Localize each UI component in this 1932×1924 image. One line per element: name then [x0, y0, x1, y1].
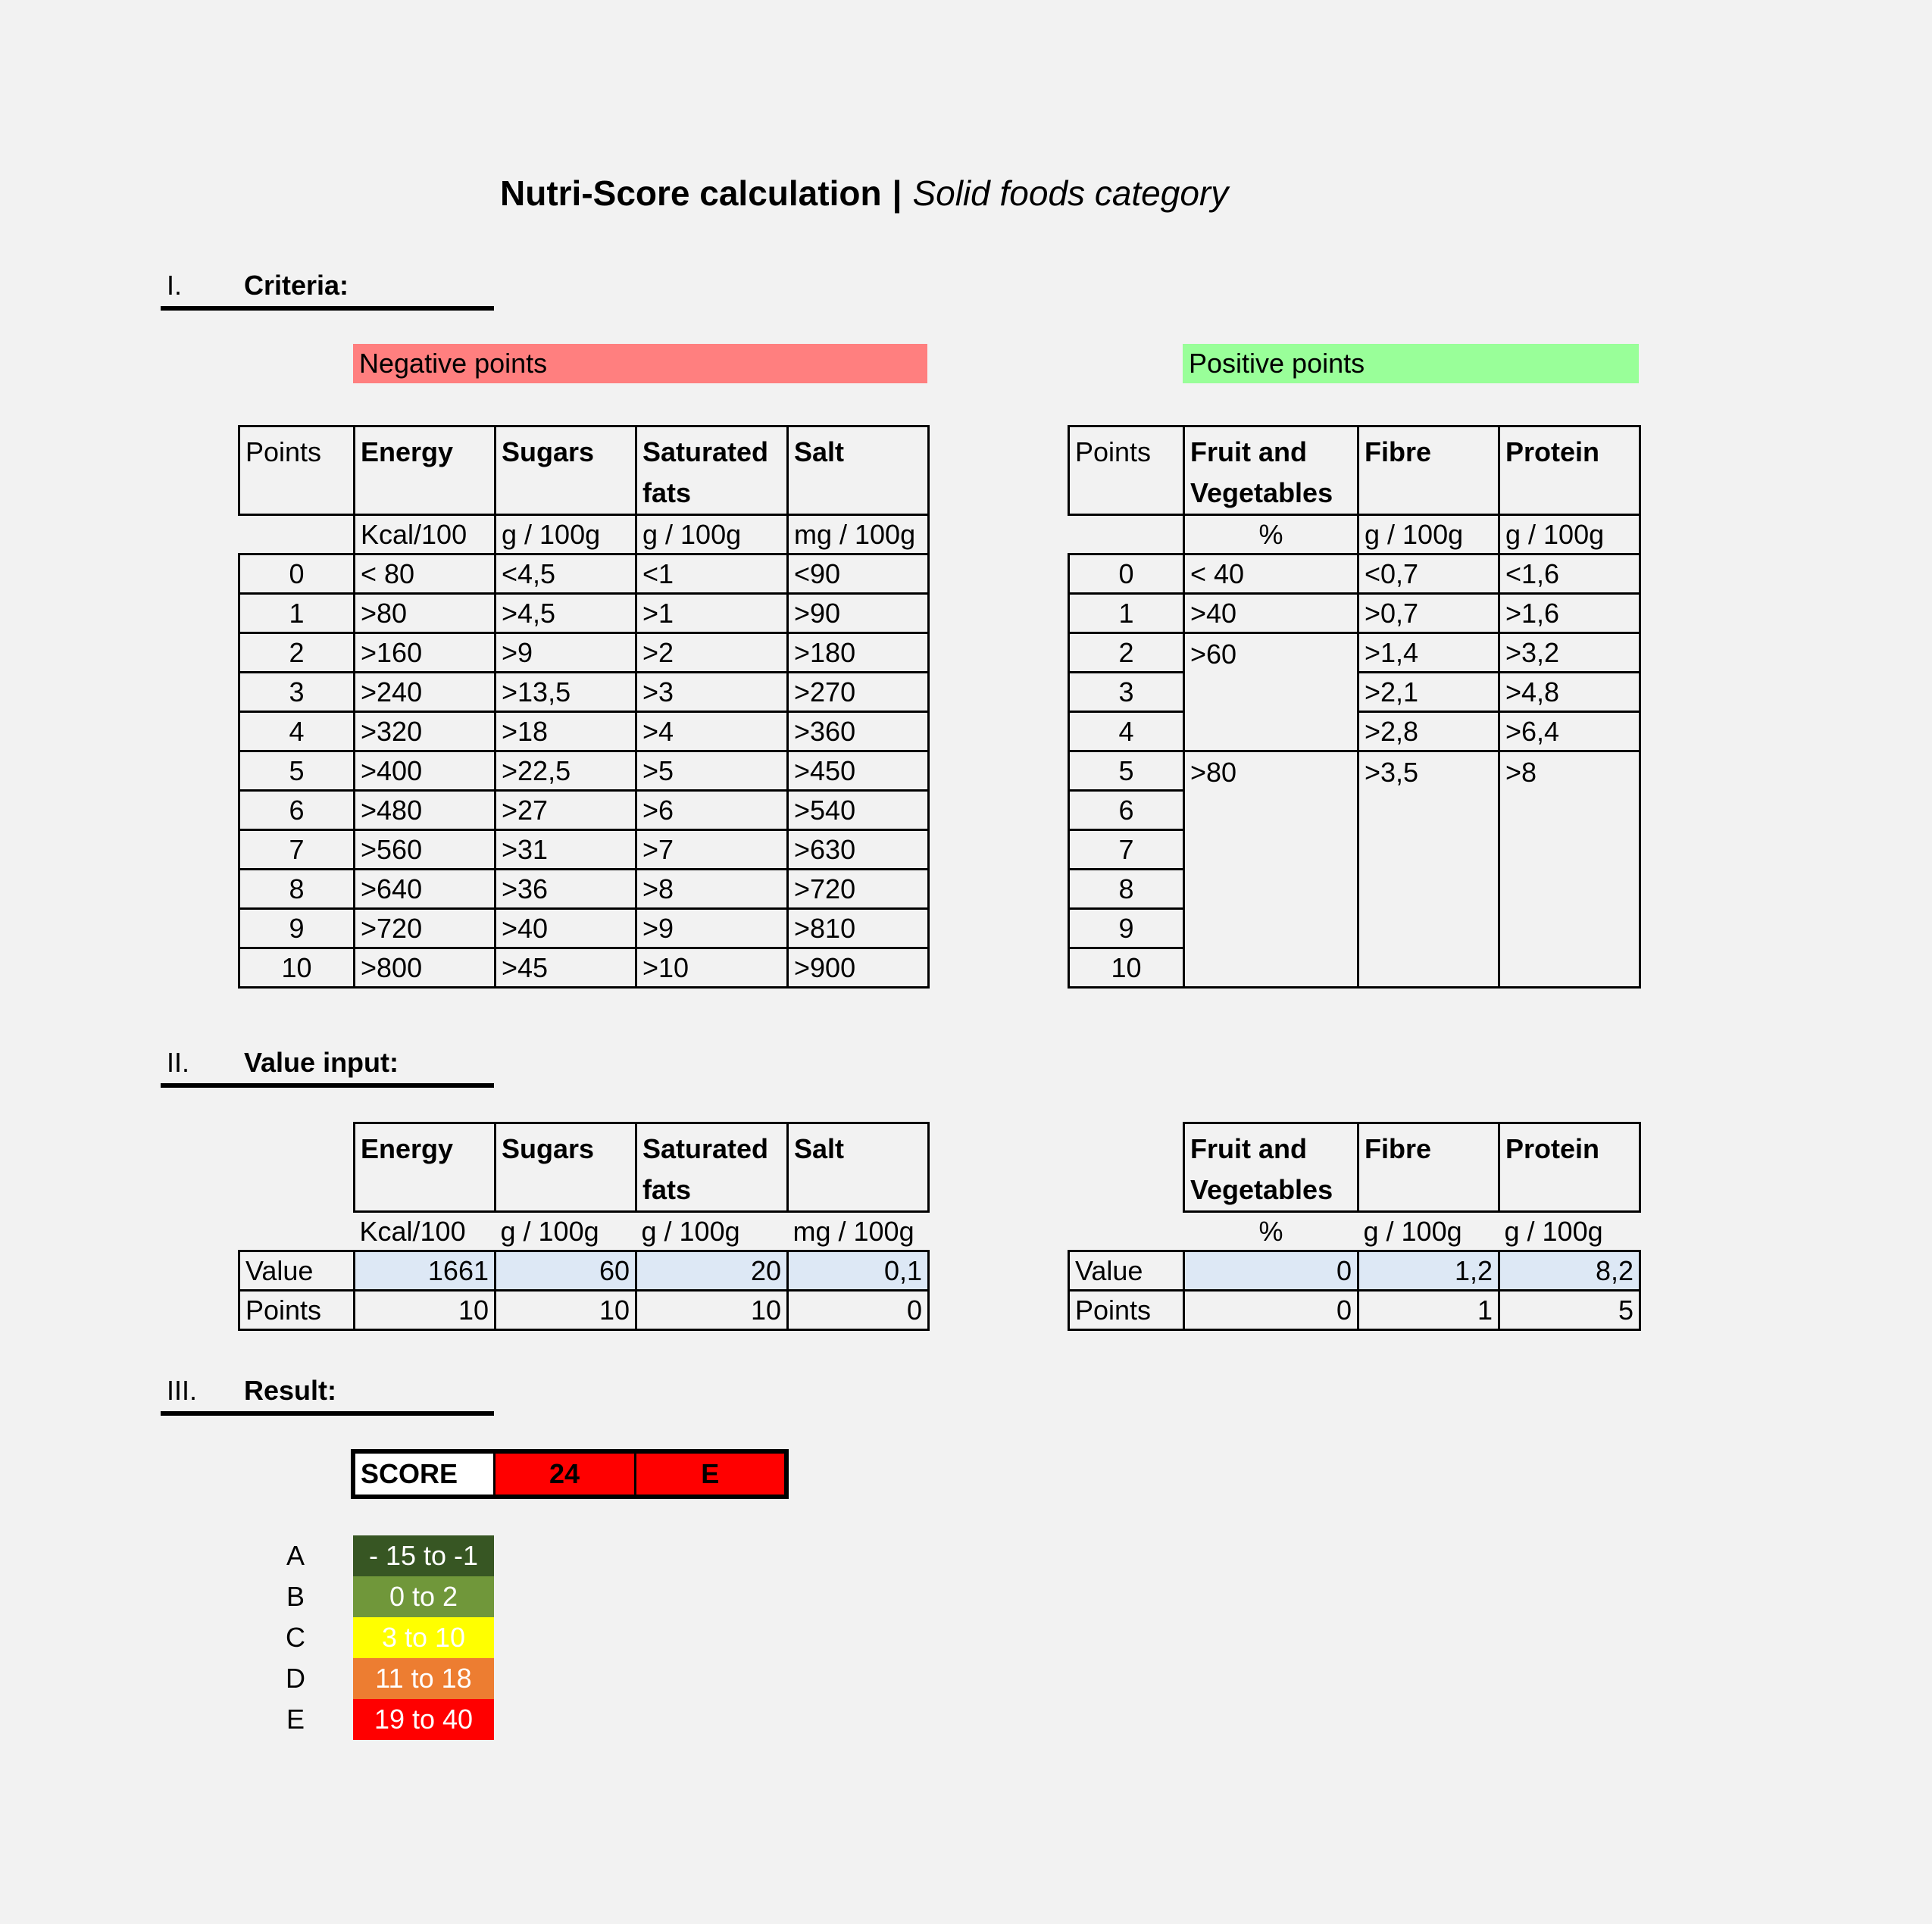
points-cell: 8: [239, 870, 355, 909]
empty-cell: [239, 1212, 355, 1251]
salt-cell: >540: [788, 791, 929, 830]
negative-input-table: [238, 1122, 930, 1331]
energy-cell: >400: [355, 751, 496, 791]
sugars-cell: >27: [496, 791, 636, 830]
energy-cell: >560: [355, 830, 496, 870]
points-cell: 0: [239, 554, 355, 594]
section-label: Criteria:: [244, 270, 349, 301]
fruit-cell: >80: [1184, 751, 1358, 988]
header-sugars: Sugars: [496, 1123, 636, 1212]
sugars-cell: >18: [496, 712, 636, 751]
value-row-label: Value: [1069, 1251, 1184, 1291]
sugars-cell: >36: [496, 870, 636, 909]
points-cell: 1: [1069, 594, 1184, 633]
positive-points-banner: Positive points: [1183, 344, 1639, 383]
empty-cell: [1069, 1123, 1184, 1212]
empty-cell: [239, 1123, 355, 1212]
score-label: SCORE: [353, 1451, 494, 1497]
section-criteria: [161, 261, 494, 311]
salt-value-input[interactable]: 0,1: [788, 1251, 929, 1291]
points-cell: 4: [239, 712, 355, 751]
points-cell: 3: [239, 673, 355, 712]
header-fibre: Fibre: [1358, 1123, 1499, 1212]
header-energy: Energy: [355, 426, 496, 515]
saturated-fats-cell: >6: [636, 791, 788, 830]
salt-points: 0: [788, 1291, 929, 1330]
unit-sugars: g / 100g: [496, 515, 636, 554]
header-saturated-fats: Saturated fats: [636, 1123, 788, 1212]
fruit-cell: < 40: [1184, 554, 1358, 594]
saturated-fats-value-input[interactable]: 20: [636, 1251, 788, 1291]
table-row: [239, 830, 929, 870]
grade-range: - 15 to -1: [353, 1535, 494, 1576]
saturated-fats-cell: >1: [636, 594, 788, 633]
unit-salt: mg / 100g: [792, 1215, 914, 1247]
protein-cell: >6,4: [1499, 712, 1640, 751]
grade-letter: D: [286, 1663, 305, 1694]
fruit-vegetables-points: 0: [1184, 1291, 1358, 1330]
grade-range: 11 to 18: [353, 1658, 494, 1699]
saturated-fats-cell: >8: [636, 870, 788, 909]
section-number: II.: [167, 1047, 190, 1078]
fruit-cell: >60: [1184, 633, 1358, 751]
points-row-label: Points: [239, 1291, 355, 1330]
unit-salt: mg / 100g: [788, 515, 929, 554]
protein-cell: >8: [1499, 751, 1640, 988]
score-table: [351, 1449, 789, 1499]
points-cell: 10: [239, 948, 355, 988]
energy-cell: >240: [355, 673, 496, 712]
protein-cell: >4,8: [1499, 673, 1640, 712]
header-salt: Salt: [788, 426, 929, 515]
table-row: [239, 751, 929, 791]
value-row-label: Value: [239, 1251, 355, 1291]
negative-criteria-table: [238, 425, 930, 989]
salt-cell: >450: [788, 751, 929, 791]
score-value: 24: [494, 1451, 635, 1497]
protein-value-input[interactable]: 8,2: [1499, 1251, 1640, 1291]
fibre-cell: >2,1: [1358, 673, 1499, 712]
points-cell: 6: [1069, 791, 1184, 830]
page-title: [500, 173, 1228, 214]
unit-energy: Kcal/100: [355, 515, 496, 554]
salt-cell: >180: [788, 633, 929, 673]
sugars-cell: >45: [496, 948, 636, 988]
table-row: [239, 594, 929, 633]
sugars-cell: >9: [496, 633, 636, 673]
points-cell: 3: [1069, 673, 1184, 712]
protein-cell: >1,6: [1499, 594, 1640, 633]
energy-cell: >800: [355, 948, 496, 988]
header-sugars: Sugars: [496, 426, 636, 515]
unit-saturated-fats: g / 100g: [641, 1215, 740, 1247]
points-cell: 5: [1069, 751, 1184, 791]
points-cell: 7: [1069, 830, 1184, 870]
unit-fibre: g / 100g: [1363, 1215, 1462, 1247]
title-main: Nutri-Score calculation: [500, 173, 882, 213]
points-cell: 5: [239, 751, 355, 791]
empty-cell: [1069, 515, 1184, 554]
table-row: [239, 633, 929, 673]
sugars-cell: >40: [496, 909, 636, 948]
positive-input-table: [1068, 1122, 1641, 1331]
header-salt: Salt: [788, 1123, 929, 1212]
section-label: Value input:: [244, 1047, 399, 1078]
negative-rows: [239, 554, 929, 988]
salt-cell: >810: [788, 909, 929, 948]
sugars-points: 10: [496, 1291, 636, 1330]
points-row-label: Points: [1069, 1291, 1184, 1330]
table-row: [239, 948, 929, 988]
table-row: [239, 909, 929, 948]
saturated-fats-cell: >5: [636, 751, 788, 791]
points-cell: 4: [1069, 712, 1184, 751]
energy-cell: >720: [355, 909, 496, 948]
points-cell: 7: [239, 830, 355, 870]
grade-letter: A: [286, 1540, 305, 1571]
table-row: [239, 712, 929, 751]
saturated-fats-cell: >7: [636, 830, 788, 870]
protein-cell: <1,6: [1499, 554, 1640, 594]
grade-range: 0 to 2: [353, 1576, 494, 1617]
saturated-fats-points: 10: [636, 1291, 788, 1330]
grade-letter: E: [286, 1704, 305, 1735]
section-number: I.: [167, 270, 183, 301]
sugars-cell: >4,5: [496, 594, 636, 633]
title-separator: |: [892, 173, 902, 213]
table-row: [239, 554, 929, 594]
protein-cell: >3,2: [1499, 633, 1640, 673]
score-grade: E: [635, 1451, 786, 1497]
energy-value-input[interactable]: 1661: [355, 1251, 496, 1291]
points-cell: 2: [1069, 633, 1184, 673]
saturated-fats-cell: <1: [636, 554, 788, 594]
salt-cell: <90: [788, 554, 929, 594]
salt-cell: >270: [788, 673, 929, 712]
negative-points-banner: Negative points: [353, 344, 927, 383]
table-row: [239, 791, 929, 830]
unit-energy: Kcal/100: [359, 1215, 466, 1247]
energy-cell: >480: [355, 791, 496, 830]
empty-cell: [1069, 1212, 1184, 1251]
header-protein: Protein: [1499, 1123, 1640, 1212]
unit-protein: g / 100g: [1499, 515, 1640, 554]
fibre-cell: >0,7: [1358, 594, 1499, 633]
header-fibre: Fibre: [1358, 426, 1499, 515]
energy-cell: >160: [355, 633, 496, 673]
saturated-fats-cell: >10: [636, 948, 788, 988]
grade-range: 3 to 10: [353, 1617, 494, 1658]
fibre-value-input[interactable]: 1,2: [1358, 1251, 1499, 1291]
fibre-cell: <0,7: [1358, 554, 1499, 594]
empty-cell: [239, 515, 355, 554]
grade-letter: C: [286, 1622, 305, 1653]
header-points: Points: [239, 426, 355, 515]
points-cell: 1: [239, 594, 355, 633]
grade-letter: B: [286, 1581, 305, 1612]
header-energy: Energy: [355, 1123, 496, 1212]
saturated-fats-cell: >3: [636, 673, 788, 712]
energy-cell: >80: [355, 594, 496, 633]
unit-sugars: g / 100g: [500, 1215, 599, 1247]
grade-range: 19 to 40: [353, 1699, 494, 1740]
header-points: Points: [1069, 426, 1184, 515]
fruit-vegetables-value-input[interactable]: 0: [1184, 1251, 1358, 1291]
header-saturated-fats: Saturated fats: [636, 426, 788, 515]
energy-cell: >320: [355, 712, 496, 751]
saturated-fats-cell: >2: [636, 633, 788, 673]
sugars-cell: >13,5: [496, 673, 636, 712]
points-cell: 0: [1069, 554, 1184, 594]
table-row: [239, 870, 929, 909]
energy-cell: >640: [355, 870, 496, 909]
header-protein: Protein: [1499, 426, 1640, 515]
unit-fruit-vegetables: %: [1258, 1215, 1283, 1247]
fibre-cell: >2,8: [1358, 712, 1499, 751]
unit-saturated-fats: g / 100g: [636, 515, 788, 554]
energy-points: 10: [355, 1291, 496, 1330]
positive-criteria-table: [1068, 425, 1641, 989]
sugars-cell: >31: [496, 830, 636, 870]
unit-fibre: g / 100g: [1358, 515, 1499, 554]
points-cell: 9: [1069, 909, 1184, 948]
energy-cell: < 80: [355, 554, 496, 594]
salt-cell: >630: [788, 830, 929, 870]
salt-cell: >720: [788, 870, 929, 909]
fibre-points: 1: [1358, 1291, 1499, 1330]
points-cell: 9: [239, 909, 355, 948]
unit-protein: g / 100g: [1504, 1215, 1603, 1247]
saturated-fats-cell: >4: [636, 712, 788, 751]
saturated-fats-cell: >9: [636, 909, 788, 948]
header-fruit-vegetables: Fruit and Vegetables: [1184, 1123, 1358, 1212]
protein-points: 5: [1499, 1291, 1640, 1330]
sugars-cell: <4,5: [496, 554, 636, 594]
points-cell: 6: [239, 791, 355, 830]
sugars-cell: >22,5: [496, 751, 636, 791]
points-cell: 8: [1069, 870, 1184, 909]
fibre-cell: >1,4: [1358, 633, 1499, 673]
points-cell: 2: [239, 633, 355, 673]
unit-fruit-vegetables: %: [1184, 515, 1358, 554]
table-row: [239, 673, 929, 712]
header-fruit-vegetables: Fruit and Vegetables: [1184, 426, 1358, 515]
section-label: Result:: [244, 1375, 337, 1406]
salt-cell: >900: [788, 948, 929, 988]
section-value-input: [161, 1038, 494, 1088]
sugars-value-input[interactable]: 60: [496, 1251, 636, 1291]
title-category: Solid foods category: [912, 173, 1229, 213]
salt-cell: >90: [788, 594, 929, 633]
section-result: [161, 1366, 494, 1416]
section-number: III.: [167, 1375, 198, 1406]
fruit-cell: >40: [1184, 594, 1358, 633]
fibre-cell: >3,5: [1358, 751, 1499, 988]
salt-cell: >360: [788, 712, 929, 751]
points-cell: 10: [1069, 948, 1184, 988]
